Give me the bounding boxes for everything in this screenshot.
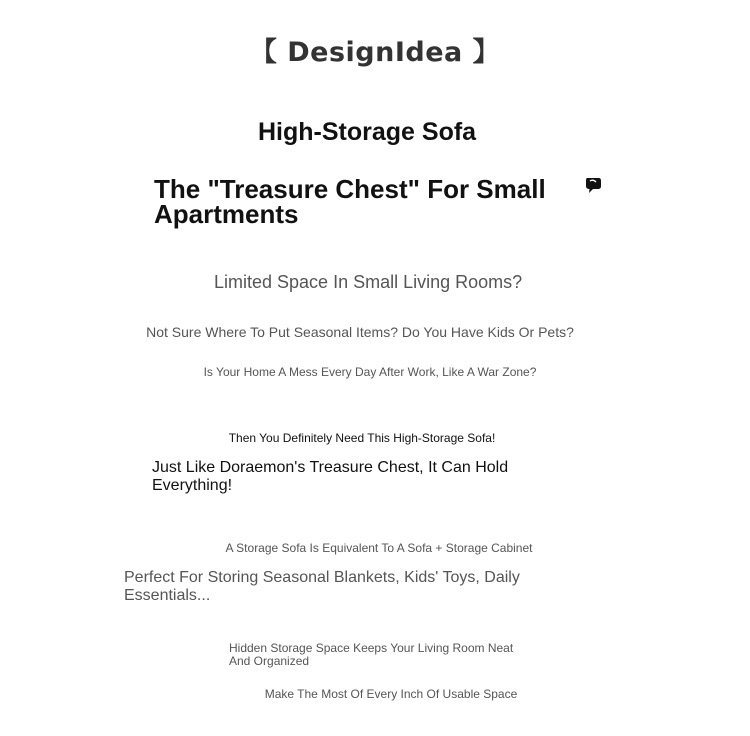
page-header: 【 DesignIdea 】 — [249, 37, 501, 68]
speech-bubble-icon — [584, 176, 602, 194]
product-subtitle: The "Treasure Chest" For Small Apartments — [154, 174, 546, 229]
feature-usable-space: Make The Most Of Every Inch Of Usable Space — [264, 687, 518, 701]
question-messy-home: Is Your Home A Mess Every Day After Work, Like A War Zone? — [203, 365, 537, 379]
feature-hidden-storage: Hidden Storage Space Keeps Your Living Room Neat And Organized — [229, 641, 514, 668]
question-small-living-room: Limited Space In Small Living Rooms? — [214, 272, 523, 292]
question-seasonal-items: Not Sure Where To Put Seasonal Items? Do You Have Kids Or Pets? — [146, 324, 574, 340]
feature-storing-items: Perfect For Storing Seasonal Blankets, Kids' Toys, Daily Essentials... — [124, 569, 520, 604]
product-title: High-Storage Sofa — [258, 118, 477, 146]
feature-sofa-plus-cabinet: A Storage Sofa Is Equivalent To A Sofa + Storage Cabinet — [225, 541, 533, 555]
answer-need-sofa: Then You Definitely Need This High-Storage Sofa! — [228, 431, 496, 445]
answer-treasure-chest: Just Like Doraemon's Treasure Chest, It Can Hold Everything! — [152, 459, 509, 494]
